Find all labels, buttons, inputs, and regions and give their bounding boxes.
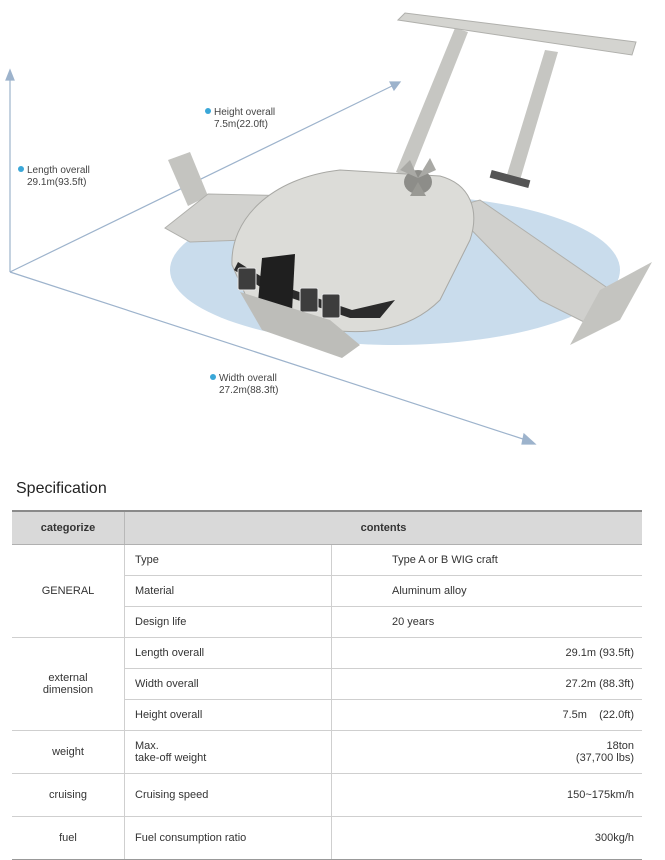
height-label: Height overall 7.5m(22.0ft) (205, 107, 275, 131)
value-width-overall: 27.2m (88.3ft) (332, 669, 643, 700)
category-external-dimension: external dimension (12, 638, 125, 731)
item-width-overall: Width overall (125, 669, 332, 700)
width-label: Width overall 27.2m(88.3ft) (210, 373, 278, 397)
item-max-takeoff-weight: Max. take-off weight (125, 731, 332, 774)
value-design-life: 20 years (332, 607, 643, 638)
item-fuel-consumption: Fuel consumption ratio (125, 817, 332, 860)
table-row (12, 774, 642, 817)
length-value: 29.1m(93.5ft) (27, 177, 87, 188)
height-dot-icon (205, 108, 211, 114)
width-value: 27.2m(88.3ft) (219, 385, 279, 396)
spec-header-row (12, 511, 642, 545)
value-max-takeoff-weight: 18ton (37,700 lbs) (332, 731, 643, 774)
spec-table (12, 510, 642, 860)
height-value: 7.5m(22.0ft) (214, 119, 268, 130)
item-length-overall: Length overall (125, 638, 332, 669)
category-weight: weight (12, 731, 125, 774)
item-design-life: Design life (125, 607, 332, 638)
value-cruising-speed: 150~175km/h (332, 774, 643, 817)
length-dot-icon (18, 166, 24, 172)
value-height-overall: 7.5m (22.0ft) (332, 700, 643, 731)
value-fuel-consumption: 300kg/h (332, 817, 643, 860)
category-fuel: fuel (12, 817, 125, 860)
spec-title: Specification (16, 480, 107, 497)
item-type: Type (125, 545, 332, 576)
header-categorize: categorize (12, 511, 125, 545)
table-row (12, 731, 642, 774)
width-dot-icon (210, 374, 216, 380)
category-general: GENERAL (12, 545, 125, 638)
item-material: Material (125, 576, 332, 607)
table-row (12, 817, 642, 860)
value-type: Type A or B WIG craft (332, 545, 643, 576)
table-row (12, 545, 642, 576)
header-contents: contents (125, 511, 643, 545)
item-cruising-speed: Cruising speed (125, 774, 332, 817)
length-label: Length overall 29.1m(93.5ft) (18, 165, 90, 189)
table-row (12, 638, 642, 669)
value-length-overall: 29.1m (93.5ft) (332, 638, 643, 669)
item-height-overall: Height overall (125, 700, 332, 731)
category-cruising: cruising (12, 774, 125, 817)
value-material: Aluminum alloy (332, 576, 643, 607)
